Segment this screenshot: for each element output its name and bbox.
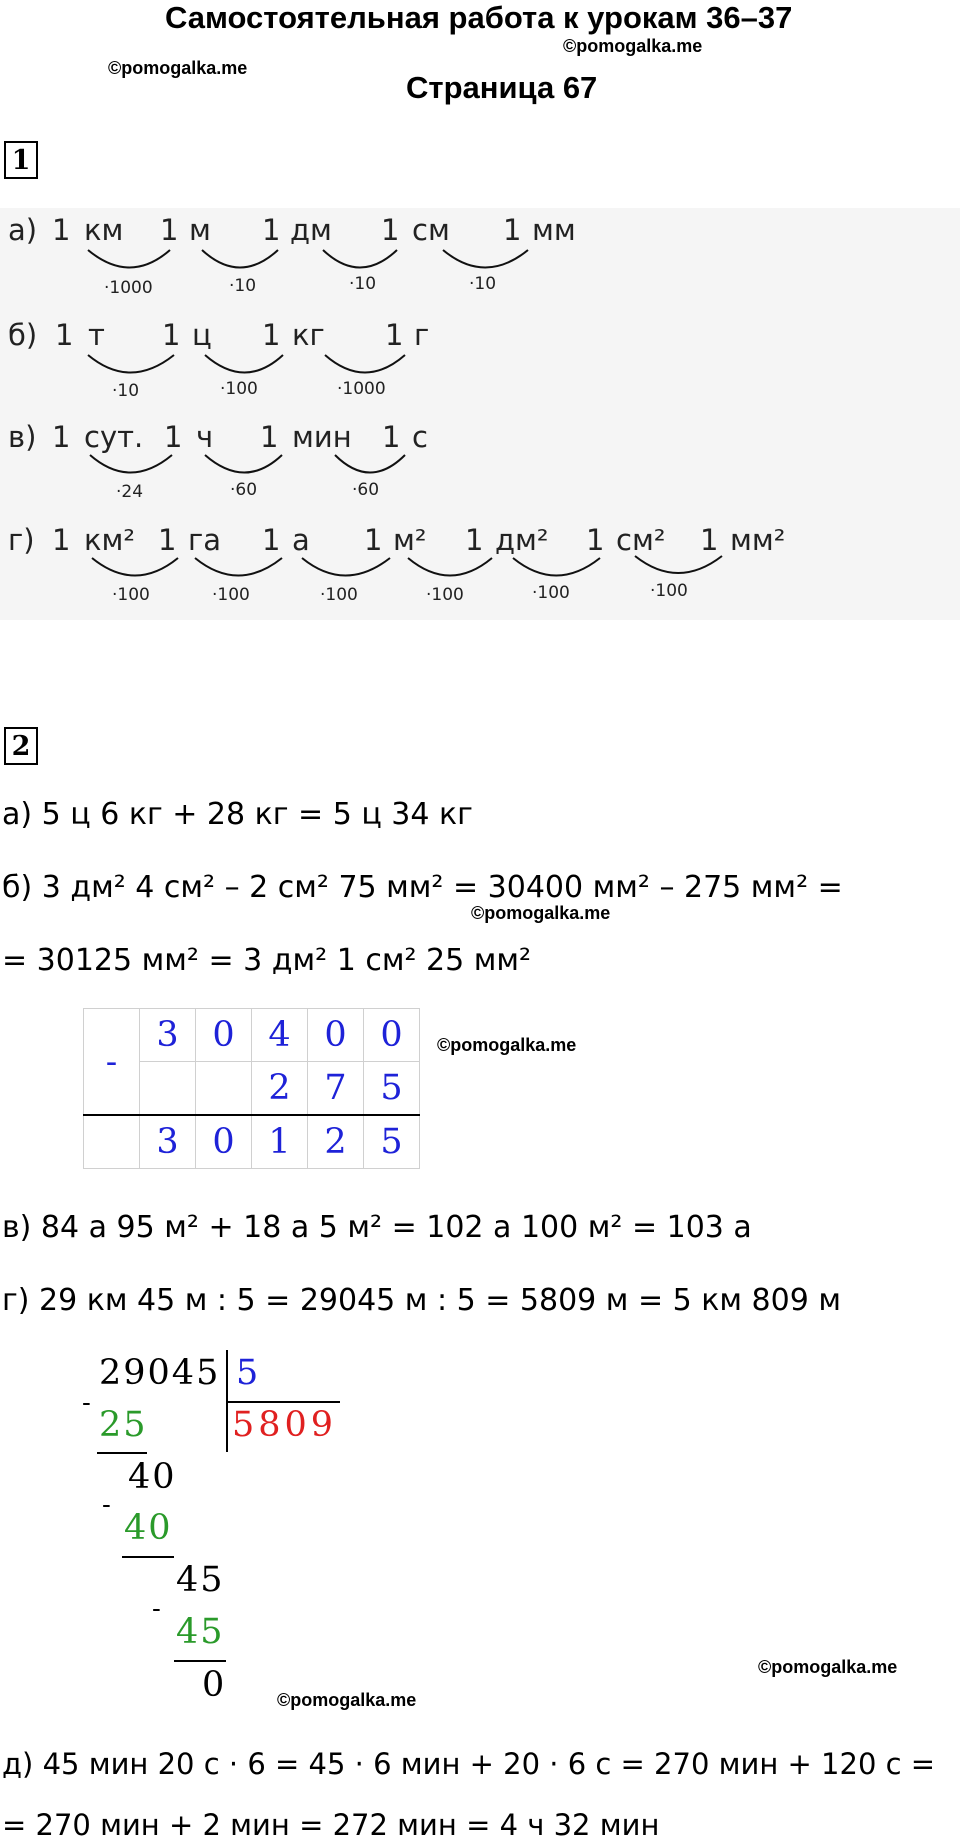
digit-cell — [196, 1062, 252, 1116]
step-line — [97, 1452, 147, 1454]
unit-name: мм² — [730, 523, 786, 557]
arc — [302, 558, 390, 576]
arc — [202, 250, 278, 268]
factor-label: ·100 — [532, 583, 570, 603]
digit-cell: 0 — [196, 1115, 252, 1169]
factor-label: ·100 — [320, 585, 358, 605]
step-line — [174, 1660, 226, 1662]
solution-d-line2: = 270 мин + 2 мин = 272 мин = 4 ч 32 мин — [2, 1808, 660, 1842]
solution-b-line1: б) 3 дм² 4 см² – 2 см² 75 мм² = 30400 мм² – 275 мм² = — [2, 870, 843, 905]
quotient: 5809 — [232, 1405, 338, 1445]
arc — [513, 558, 600, 576]
minus-sign: - — [84, 1009, 140, 1116]
unit-number: 1 — [160, 213, 179, 247]
arc — [195, 558, 282, 576]
unit-number: 1 — [262, 523, 281, 557]
factor-label: ·100 — [220, 379, 258, 399]
unit-number: 1 — [586, 523, 605, 557]
dividend: 29045 — [99, 1353, 221, 1393]
unit-name: га — [188, 523, 222, 557]
factor-label: ·100 — [650, 581, 688, 601]
watermark: ©pomogalka.me — [437, 1035, 577, 1055]
arc — [325, 355, 405, 373]
unit-number: 1 — [262, 318, 281, 352]
unit-name: г — [414, 318, 430, 352]
solution-g: г) 29 км 45 м : 5 = 29045 м : 5 = 5809 м = 5 км 809 м — [2, 1283, 841, 1318]
unit-name: сут. — [84, 420, 144, 454]
unit-name: а — [292, 523, 310, 557]
factor-label: ·10 — [229, 276, 257, 296]
division-step: 40 — [124, 1508, 173, 1548]
quotient-line — [228, 1401, 340, 1403]
unit-number: 1 — [382, 420, 401, 454]
digit-cell: 4 — [252, 1009, 308, 1062]
unit-name: мин — [292, 420, 352, 454]
divisor: 5 — [236, 1353, 261, 1393]
arc — [323, 250, 397, 268]
unit-name: дм — [290, 213, 332, 247]
unit-number: 1 — [465, 523, 484, 557]
solution-a: а) 5 ц 6 кг + 28 кг = 5 ц 34 кг — [2, 797, 473, 832]
row-label: а) — [8, 213, 38, 247]
factor-label: ·10 — [349, 274, 377, 294]
digit-cell: 0 — [196, 1009, 252, 1062]
digit-cell: 2 — [252, 1062, 308, 1116]
row-label: г) — [8, 523, 35, 557]
arc — [205, 355, 283, 373]
step-line — [122, 1556, 174, 1558]
factor-label: ·60 — [352, 480, 380, 500]
factor-label: ·100 — [112, 585, 150, 605]
unit-name: с — [412, 420, 428, 454]
division-step: 25 — [99, 1405, 148, 1445]
page-number: Страница 67 — [406, 70, 598, 105]
unit-name: км — [84, 213, 124, 247]
unit-number: 1 — [52, 213, 71, 247]
subtraction-table — [83, 1008, 420, 1169]
unit-name: км² — [84, 523, 136, 557]
factor-label: ·100 — [212, 585, 250, 605]
arc — [408, 558, 492, 576]
unit-name: м² — [393, 523, 427, 557]
factor-label: ·1000 — [104, 278, 153, 298]
row-label: в) — [8, 420, 37, 454]
digit-cell: 1 — [252, 1115, 308, 1169]
solution-b-line2: = 30125 мм² = 3 дм² 1 см² 25 мм² — [2, 943, 532, 978]
unit-name: дм² — [495, 523, 549, 557]
division-step: 40 — [128, 1457, 177, 1497]
unit-number: 1 — [364, 523, 383, 557]
division-remainder: 0 — [202, 1665, 227, 1705]
watermark: ©pomogalka.me — [758, 1657, 898, 1677]
factor-label: ·100 — [426, 585, 464, 605]
arc — [88, 355, 174, 373]
unit-number: 1 — [52, 523, 71, 557]
unit-name: см — [412, 213, 450, 247]
unit-number: 1 — [52, 420, 71, 454]
minus-sign: - — [82, 1388, 93, 1418]
factor-label: ·1000 — [337, 379, 386, 399]
unit-number: 1 — [381, 213, 400, 247]
factor-label: ·10 — [112, 381, 140, 401]
unit-number: 1 — [55, 318, 74, 352]
digit-cell: 0 — [308, 1009, 364, 1062]
unit-number: 1 — [260, 420, 279, 454]
factor-label: ·10 — [469, 274, 497, 294]
unit-name: ц — [192, 318, 212, 352]
arc — [88, 250, 170, 268]
digit-cell: 3 — [140, 1115, 196, 1169]
arc — [92, 558, 178, 576]
unit-number: 1 — [385, 318, 404, 352]
unit-name: кг — [292, 318, 325, 352]
minus-sign: - — [152, 1594, 163, 1624]
solution-v: в) 84 а 95 м² + 18 а 5 м² = 102 а 100 м² = 103 а — [2, 1210, 752, 1245]
digit-cell — [140, 1062, 196, 1116]
solution-d-line1: д) 45 мин 20 с · 6 = 45 · 6 мин + 20 · 6 с = 270 мин + 120 с = — [2, 1747, 936, 1781]
watermark: ©pomogalka.me — [471, 903, 611, 923]
task-number: 1 — [4, 141, 38, 179]
arc — [205, 455, 282, 473]
page-title: Самостоятельная работа к урокам 36–37 — [165, 0, 793, 35]
unit-name: см² — [616, 523, 666, 557]
unit-name: мм — [532, 213, 576, 247]
arc — [635, 556, 722, 573]
minus-sign: - — [102, 1490, 113, 1520]
task-number: 2 — [4, 727, 38, 765]
digit-cell: 3 — [140, 1009, 196, 1062]
division-step: 45 — [176, 1612, 225, 1652]
empty-cell — [84, 1115, 140, 1169]
factor-label: ·60 — [230, 480, 258, 500]
unit-name: т — [88, 318, 105, 352]
digit-cell: 2 — [308, 1115, 364, 1169]
watermark: ©pomogalka.me — [563, 36, 703, 56]
watermark: ©pomogalka.me — [277, 1690, 417, 1710]
unit-name: м — [189, 213, 211, 247]
unit-name: ч — [196, 420, 214, 454]
division-step: 45 — [176, 1560, 225, 1600]
unit-number: 1 — [164, 420, 183, 454]
unit-number: 1 — [700, 523, 719, 557]
arc — [443, 250, 528, 268]
watermark: ©pomogalka.me — [108, 58, 248, 78]
division-bar — [226, 1350, 228, 1452]
unit-number: 1 — [503, 213, 522, 247]
digit-cell: 5 — [364, 1062, 420, 1116]
unit-number: 1 — [158, 523, 177, 557]
digit-cell: 5 — [364, 1115, 420, 1169]
unit-number: 1 — [162, 318, 181, 352]
arc — [90, 455, 172, 473]
row-label: б) — [8, 318, 38, 352]
digit-cell: 0 — [364, 1009, 420, 1062]
digit-cell: 7 — [308, 1062, 364, 1116]
unit-number: 1 — [262, 213, 281, 247]
factor-label: ·24 — [116, 482, 144, 502]
arc — [335, 455, 405, 473]
